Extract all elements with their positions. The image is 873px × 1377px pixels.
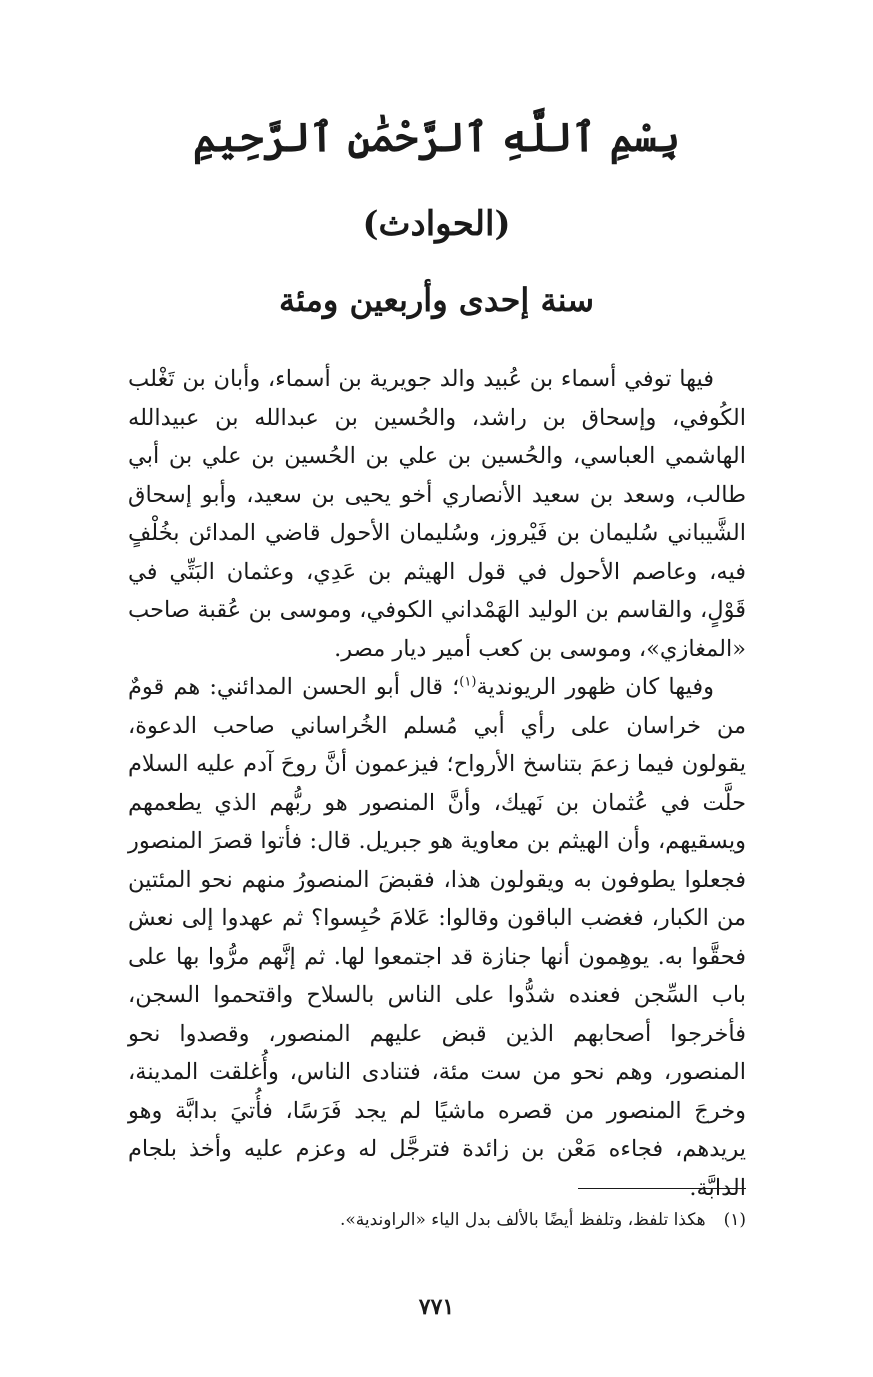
section-title: (الحوادث) bbox=[362, 204, 511, 244]
footnote-reference[interactable]: (١) bbox=[459, 674, 477, 690]
basmala-heading: بِسْمِ ٱللَّهِ ٱلرَّحْمَٰنِ ٱلرَّحِيمِ bbox=[192, 114, 681, 161]
paragraph-deaths: فيها توفي أسماء بن عُبيد والد جويرية بن أسماء، وأبان بن تَغْلب الكُوفي، وإسحاق بن راشد، والحُسين بن عبدالله بن عبيدالله الهاشمي العباسي، والحُسين بن علي بن الحُسين بن علي بن أبي طالب، وسعد بن سعيد الأنصاري أخو يحيى بن سعيد، وأبو إسحاق الشَّيباني سُليمان بن فَيْروز، وسُليمان الأحول قاضي المدائن بخُلْفٍ فيه، وعاصم الأحول في قول الهيثم بن عَدِي، وعثمان البَتِّي في قَوْلٍ، والقاسم بن الوليد الهَمْداني الكوفي، وموسى بن عُقبة صاحب «المغازي»، وموسى بن كعب أمير ديار مصر. bbox=[128, 366, 746, 662]
footnote-number: (١) bbox=[723, 1210, 746, 1230]
paragraph-rawandiyya bbox=[128, 668, 746, 1207]
main-text bbox=[128, 360, 746, 1207]
paragraph-text-start: وفيها كان ظهور الريوندية bbox=[476, 674, 714, 700]
page-number: ٧٧١ bbox=[418, 1294, 455, 1320]
footnote-text: هكذا تلفظ، وتلفظ أيضًا بالألف بدل الياء «الراوندية». bbox=[339, 1210, 706, 1230]
year-title: سنة إحدى وأربعين ومئة bbox=[278, 281, 595, 319]
footnote-divider bbox=[578, 1188, 746, 1189]
footnote bbox=[128, 1206, 746, 1234]
paragraph-text-rest: ؛ قال أبو الحسن المدائني: هم قومٌ من خراسان على رأي أبي مُسلم الخُراساني صاحب الدعوة، يقولون فيما زعمَ بتناسخ الأرواح؛ فيزعمون أنَّ روحَ آدم عليه السلام حلَّت في عُثمان بن نَهيك، وأنَّ المنصور هو ربُّهم الذي يطعمهم ويسقيهم، وأن الهيثم بن معاوية هو جبريل. قال: فأتوا قصرَ المنصور فجعلوا يطوفون به ويقولون هذا، فقبضَ المنصورُ منهم نحو المئتين من الكبار، فغضب الباقون وقالوا: عَلامَ حُبِسوا؟ ثم عهدوا إلى نعش فحقَّوا به. يوهِمون أنها جنازة قد اجتمعوا لها. ثم إنَّهم مرُّوا بها على باب السِّجن فعنده شدُّوا على الناس بالسلاح واقتحموا السجن، فأخرجوا أصحابهم الذين قبض عليهم المنصور، وقصدوا نحو المنصور، وهم نحو من ست مئة، فتنادى الناس، وأُغلقت المدينة، وخرجَ المنصور من قصره ماشيًا لم يجد فَرَسًا، فأُتيَ بدابَّة وهو يريدهم، فجاءه مَعْن بن زائدة فترجَّل له وعزم عليه وأخذ بلجام الدابَّة. bbox=[128, 674, 746, 1201]
